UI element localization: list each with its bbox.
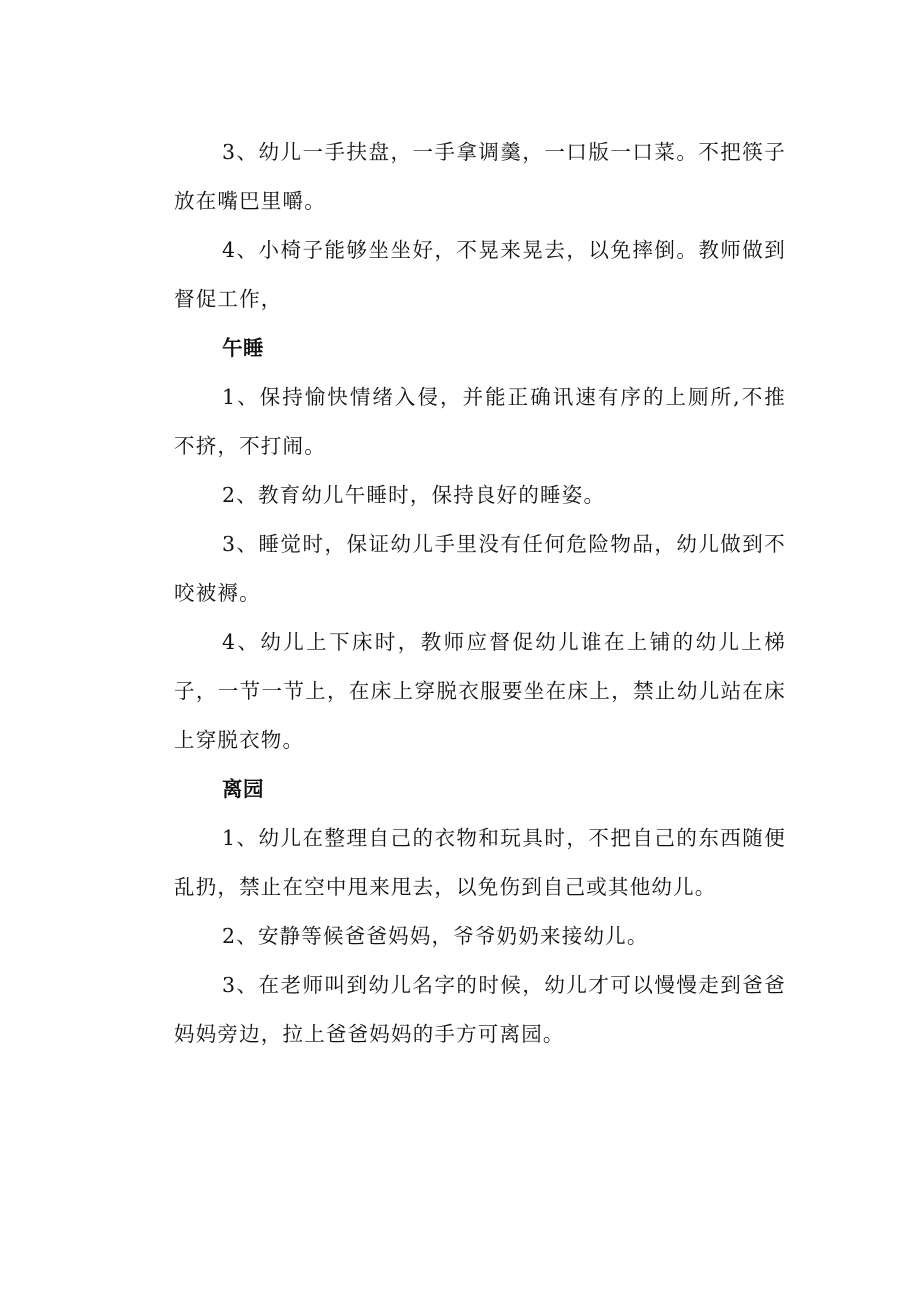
- section-heading-departure: 离园: [222, 777, 264, 801]
- paragraph-nap-rule-4: 4、幼儿上下床时，教师应督促幼儿谁在上铺的幼儿上梯子，一节一节上，在床上穿脱衣服要坐在床上，禁止幼儿站在床上穿脱衣物。: [174, 630, 786, 752]
- paragraph-nap-rule-3: 3、睡觉时，保证幼儿手里没有任何危险物品，幼儿做到不咬被褥。: [174, 532, 786, 605]
- paragraph-departure-rule-2: 2、安静等候爸爸妈妈，爷爷奶奶来接幼儿。: [222, 924, 649, 948]
- paragraph-departure-rule-3: 3、在老师叫到幼儿名字的时候，幼儿才可以慢慢走到爸爸妈妈旁边，拉上爸爸妈妈的手方可离园。: [174, 973, 786, 1046]
- document-body: [174, 128, 786, 1059]
- section-heading-nap: 午睡: [222, 336, 264, 360]
- paragraph-nap-rule-1: 1、保持愉快情绪入侵，并能正确讯速有序的上厕所,不推不挤，不打闹。: [174, 385, 786, 458]
- paragraph-meal-rule-4: 4、小椅子能够坐坐好，不晃来晃去，以免摔倒。教师做到督促工作，: [174, 238, 786, 311]
- paragraph-meal-rule-3: 3、幼儿一手扶盘，一手拿调羹，一口版一口菜。不把筷子放在嘴巴里嚼。: [174, 140, 786, 213]
- paragraph-nap-rule-2: 2、教育幼儿午睡时，保持良好的睡姿。: [222, 483, 606, 507]
- paragraph-departure-rule-1: 1、幼儿在整理自己的衣物和玩具时，不把自己的东西随便乱扔，禁止在空中甩来甩去，以免伤到自己或其他幼儿。: [174, 826, 786, 899]
